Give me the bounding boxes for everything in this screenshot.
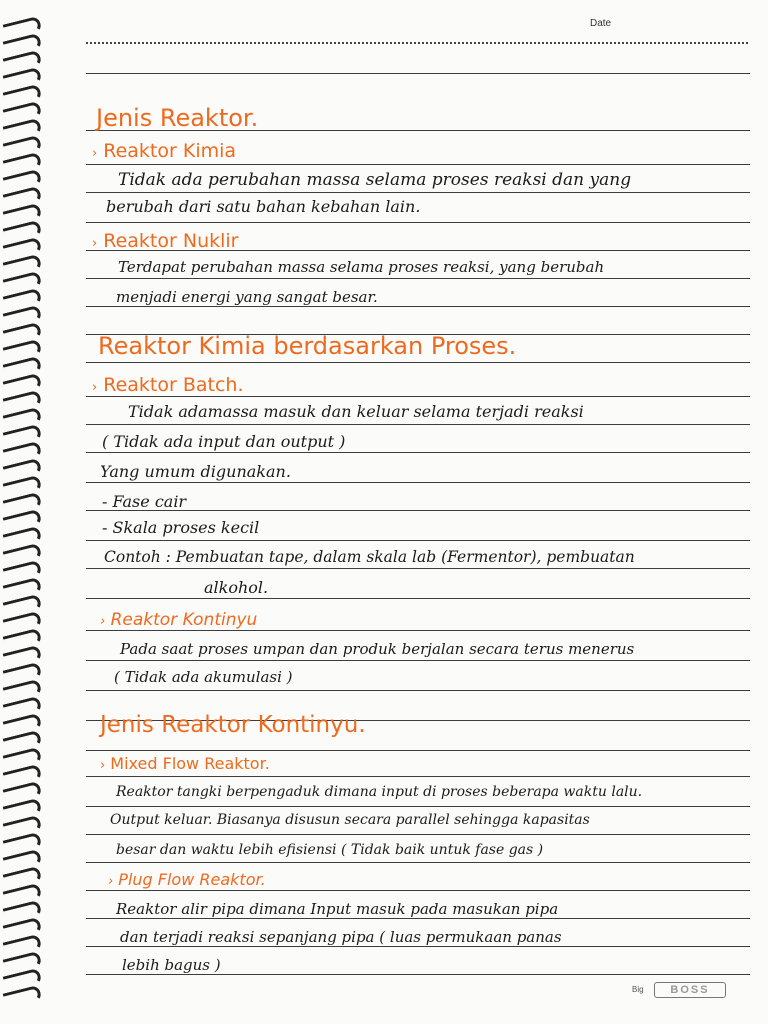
spiral-binding bbox=[0, 20, 46, 1010]
ruled-line bbox=[86, 452, 750, 453]
heading-reaktor-batch-text: Reaktor Batch. bbox=[103, 374, 244, 396]
text-line: Terdapat perubahan massa selama proses reaksi, yang berubah bbox=[118, 258, 605, 276]
heading-reaktor-batch: › Reaktor Batch. bbox=[92, 374, 244, 396]
ruled-line bbox=[86, 362, 750, 363]
ruled-line bbox=[86, 776, 750, 777]
ruled-line bbox=[86, 690, 750, 691]
text-line: alkohol. bbox=[204, 578, 269, 597]
ruled-line bbox=[86, 946, 750, 947]
ruled-line bbox=[86, 164, 750, 165]
heading-reaktor-kontinyu-text: Reaktor Kontinyu bbox=[110, 610, 258, 630]
ruled-line bbox=[86, 424, 750, 425]
heading-reaktor-kimia-text: Reaktor Kimia bbox=[103, 140, 237, 162]
ruled-line bbox=[86, 278, 750, 279]
text-line: Tidak ada perubahan massa selama proses reaksi dan yang bbox=[118, 170, 632, 190]
heading-reaktor-kontinyu: › Reaktor Kontinyu bbox=[100, 610, 258, 630]
text-line: Output keluar. Biasanya disusun secara parallel sehingga kapasitas bbox=[110, 812, 590, 828]
ruled-line bbox=[86, 862, 750, 863]
heading-plug-flow-text: Plug Flow Reaktor. bbox=[118, 870, 266, 889]
ruled-line bbox=[86, 396, 750, 397]
text-line: besar dan waktu lebih efisiensi ( Tidak baik untuk fase gas ) bbox=[116, 842, 544, 858]
text-line: ( Tidak ada input dan output ) bbox=[102, 432, 346, 451]
ruled-line bbox=[86, 73, 750, 74]
text-line: Contoh : Pembuatan tape, dalam skala lab (Fermentor), pembuatan bbox=[104, 548, 635, 566]
brand-prefix: Big bbox=[632, 985, 644, 994]
text-line: menjadi energi yang sangat besar. bbox=[116, 288, 378, 306]
title-jenis-reaktor: Jenis Reaktor. bbox=[96, 104, 259, 132]
heading-reaktor-nuklir: › Reaktor Nuklir bbox=[92, 230, 239, 252]
heading-mixed-flow-text: Mixed Flow Reaktor. bbox=[110, 754, 270, 773]
text-line: Reaktor alir pipa dimana Input masuk pada masukan pipa bbox=[116, 900, 559, 918]
text-line: lebih bagus ) bbox=[122, 956, 221, 974]
ruled-line bbox=[86, 222, 750, 223]
heading-reaktor-kimia: › Reaktor Kimia bbox=[92, 140, 237, 162]
ruled-line bbox=[86, 750, 750, 751]
ruled-line bbox=[86, 974, 750, 975]
title-reaktor-kimia-proses: Reaktor Kimia berdasarkan Proses. bbox=[98, 332, 517, 360]
ruled-line bbox=[86, 660, 750, 661]
heading-plug-flow: › Plug Flow Reaktor. bbox=[108, 870, 266, 889]
text-line: - Fase cair bbox=[102, 492, 187, 511]
heading-mixed-flow: › Mixed Flow Reaktor. bbox=[100, 754, 270, 773]
ruled-line bbox=[86, 834, 750, 835]
text-line: berubah dari satu bahan kebahan lain. bbox=[106, 197, 421, 216]
ruled-line bbox=[86, 890, 750, 891]
text-line: ( Tidak ada akumulasi ) bbox=[114, 668, 293, 686]
ruled-line bbox=[86, 540, 750, 541]
text-line: Pada saat proses umpan dan produk berjalan secara terus menerus bbox=[120, 640, 635, 658]
ruled-line bbox=[86, 306, 750, 307]
text-line: Tidak adamassa masuk dan keluar selama terjadi reaksi bbox=[128, 402, 584, 421]
brand-logo: BOSS bbox=[654, 982, 726, 998]
ruled-line bbox=[86, 192, 750, 193]
text-line: Yang umum digunakan. bbox=[100, 462, 291, 481]
ruled-line bbox=[86, 806, 750, 807]
text-line: - Skala proses kecil bbox=[102, 518, 260, 537]
date-label: Date bbox=[590, 18, 612, 29]
ruled-line bbox=[86, 568, 750, 569]
heading-reaktor-nuklir-text: Reaktor Nuklir bbox=[103, 230, 239, 252]
title-jenis-reaktor-kontinyu: Jenis Reaktor Kontinyu. bbox=[100, 712, 366, 738]
text-line: Reaktor tangki berpengaduk dimana input di proses beberapa waktu lalu. bbox=[116, 784, 643, 800]
ruled-line bbox=[86, 630, 750, 631]
ruled-line bbox=[86, 918, 750, 919]
ruled-line bbox=[86, 482, 750, 483]
text-line: dan terjadi reaksi sepanjang pipa ( luas permukaan panas bbox=[120, 928, 562, 946]
date-dotted-line bbox=[86, 42, 748, 44]
ruled-line bbox=[86, 598, 750, 599]
